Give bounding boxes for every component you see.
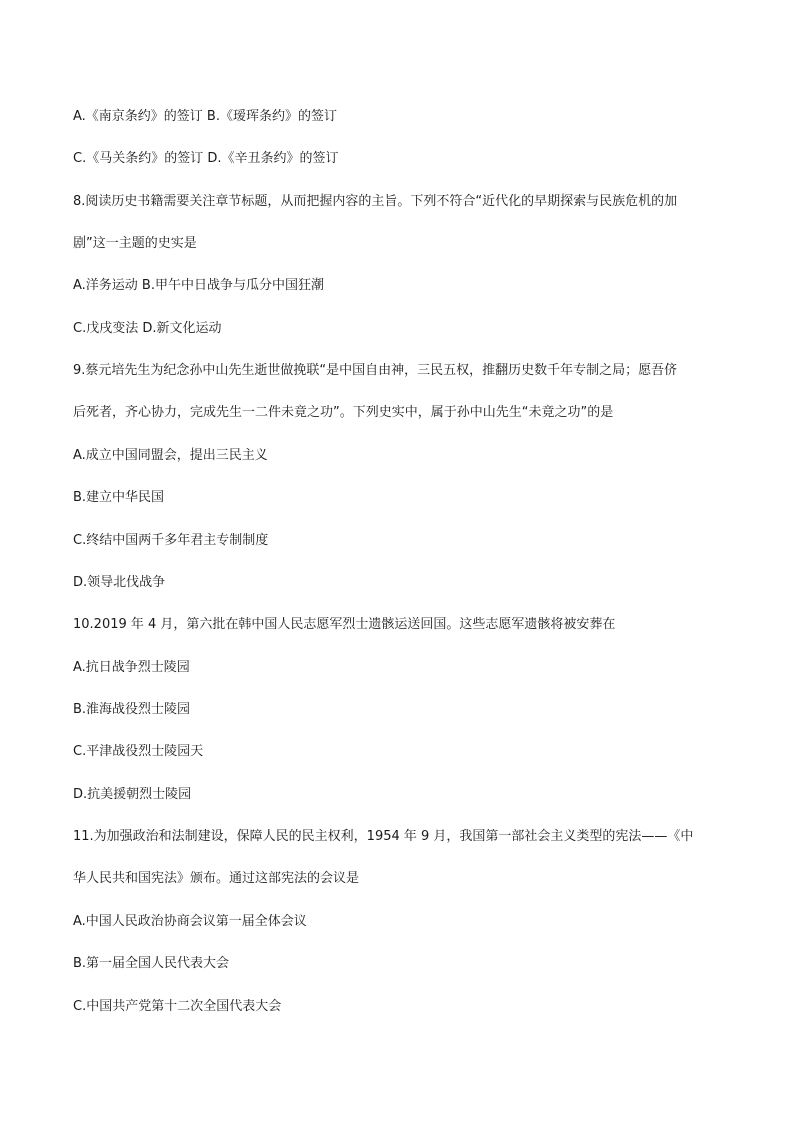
q9-option-a: A.成立中国同盟会，提出三民主义 [73,448,268,463]
q9-option-c: C.终结中国两千多年君主专制制度 [73,533,269,548]
q10-option-d: D.抗美援朝烈士陵园 [73,787,192,802]
q11-option-c: C.中国共产党第十二次全国代表大会 [73,999,282,1014]
q8-options-ab: A.洋务运动 B.甲午中日战争与瓜分中国狂潮 [73,278,324,293]
q9-option-d: D.领导北伐战争 [73,575,166,590]
q9-stem-line1: 9.蔡元培先生为纪念孙中山先生逝世做挽联“是中国自由神，三民五权，推翻历史数千年专制之局；愿吾侪 [73,363,678,378]
q9-stem-line2: 后死者，齐心协力，完成先生一二件未竟之功”。下列史实中，属于孙中山先生“未竟之功”的是 [73,405,614,420]
q10-option-a: A.抗日战争烈士陵园 [73,660,190,675]
q11-option-b: B.第一届全国人民代表大会 [73,956,230,971]
q11-option-a: A.中国人民政治协商会议第一届全体会议 [73,914,307,929]
q9-option-b: B.建立中华民国 [73,490,165,505]
q8-stem-line1: 8.阅读历史书籍需要关注章节标题，从而把握内容的主旨。下列不符合“近代化的早期探索与民族危机的加 [73,194,678,209]
q11-stem-line2: 华人民共和国宪法》颁布。通过这部宪法的会议是 [73,871,360,886]
q7-options-cd: C.《马关条约》的签订 D.《辛丑条约》的签订 [73,151,339,166]
q10-option-c: C.平津战役烈士陵园天 [73,744,204,759]
q10-option-b: B.淮海战役烈士陵园 [73,702,191,717]
q10-stem: 10.2019 年 4 月，第六批在韩中国人民志愿军烈士遗骸运送回国。这些志愿军遗骸将被安葬在 [73,617,616,632]
q8-options-cd: C.戊戌变法 D.新文化运动 [73,321,222,336]
q11-stem-line1: 11.为加强政治和法制建设，保障人民的民主权利，1954 年 9 月，我国第一部社会主义类型的宪法——《中 [73,829,694,844]
q8-stem-line2: 剧”这一主题的史实是 [73,236,197,251]
q7-options-ab: A.《南京条约》的签订 B.《瑷珲条约》的签订 [73,109,337,124]
